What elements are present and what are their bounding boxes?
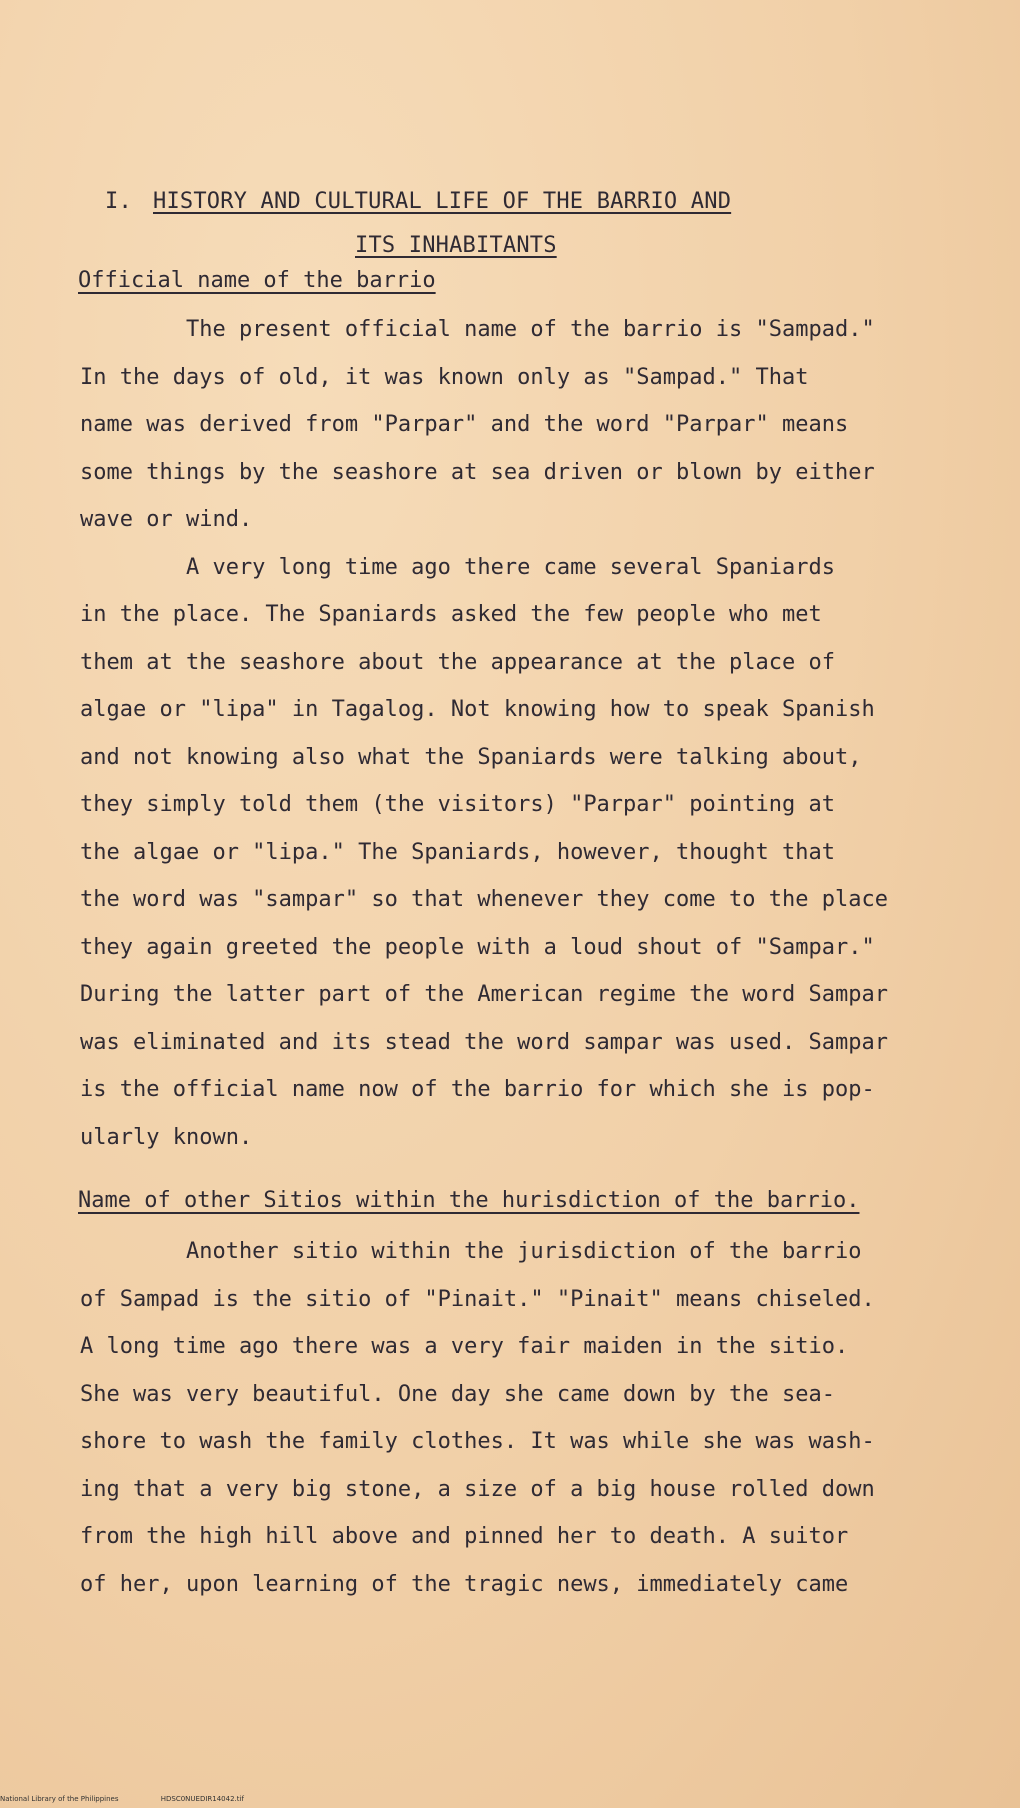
text-line: the algae or "lipa." The Spaniards, however, thought that <box>80 839 835 865</box>
section-title-other-sitios: Name of other Sitios within the hurisdiction of the barrio. <box>78 1188 860 1213</box>
text-line: wave or wind. <box>80 507 253 532</box>
heading-line-1: HISTORY AND CULTURAL LIFE OF THE BARRIO AND <box>153 189 732 214</box>
text-line: shore to wash the family clothes. It was while she was wash- <box>80 1429 875 1454</box>
text-line: ing that a very big stone, a size of a big house rolled down <box>80 1476 875 1502</box>
text-line: Another sitio within the jurisdiction of the barrio <box>80 1239 862 1264</box>
text-line: of her, upon learning of the tragic news, immediately came <box>80 1571 849 1597</box>
section-body-other-sitios <box>80 1228 980 1608</box>
text-line: She was very beautiful. One day she came down by the sea- <box>80 1381 835 1407</box>
text-line: in the place. The Spaniards asked the few people who met <box>80 602 822 627</box>
section-title-official-name: Official name of the barrio <box>78 268 436 293</box>
text-line: and not knowing also what the Spaniards were talking about, <box>80 744 862 770</box>
text-line: algae or "lipa" in Tagalog. Not knowing how to speak Spanish <box>80 697 875 722</box>
text-line: them at the seashore about the appearance at the place of <box>80 649 835 675</box>
text-line: A very long time ago there came several Spaniards <box>80 554 835 580</box>
text-line: During the latter part of the American regime the word Sampar <box>80 982 888 1007</box>
text-line: they again greeted the people with a loud shout of "Sampar." <box>80 934 875 960</box>
text-line: In the days of old, it was known only as "Sampad." That <box>80 364 809 390</box>
document-heading <box>105 180 945 268</box>
text-line: of Sampad is the sitio of "Pinait." "Pinait" means chiseled. <box>80 1286 875 1312</box>
heading-line-2: ITS INHABITANTS <box>355 233 557 258</box>
section-body-official-name <box>80 306 980 1161</box>
text-line: A long time ago there was a very fair maiden in the sitio. <box>80 1334 849 1359</box>
text-line: is the official name now of the barrio for which she is pop- <box>80 1077 875 1102</box>
text-line: name was derived from "Parpar" and the word "Parpar" means <box>80 412 849 437</box>
heading-number: I. <box>105 189 132 214</box>
text-line: the word was "sampar" so that whenever they come to the place <box>80 887 888 912</box>
text-line: ularly known. <box>80 1124 253 1150</box>
text-line: some things by the seashore at sea driven or blown by either <box>80 459 875 485</box>
text-line: was eliminated and its stead the word sampar was used. Sampar <box>80 1029 888 1055</box>
scan-footer <box>0 1795 284 1803</box>
text-line: from the high hill above and pinned her to death. A suitor <box>80 1524 849 1549</box>
text-line: The present official name of the barrio is "Sampad." <box>80 317 875 342</box>
footer-file-id: HDSC0NUEDIR14042.tif <box>160 1795 244 1803</box>
footer-library: National Library of the Philippines <box>0 1795 119 1803</box>
text-line: they simply told them (the visitors) "Parpar" pointing at <box>80 792 835 817</box>
